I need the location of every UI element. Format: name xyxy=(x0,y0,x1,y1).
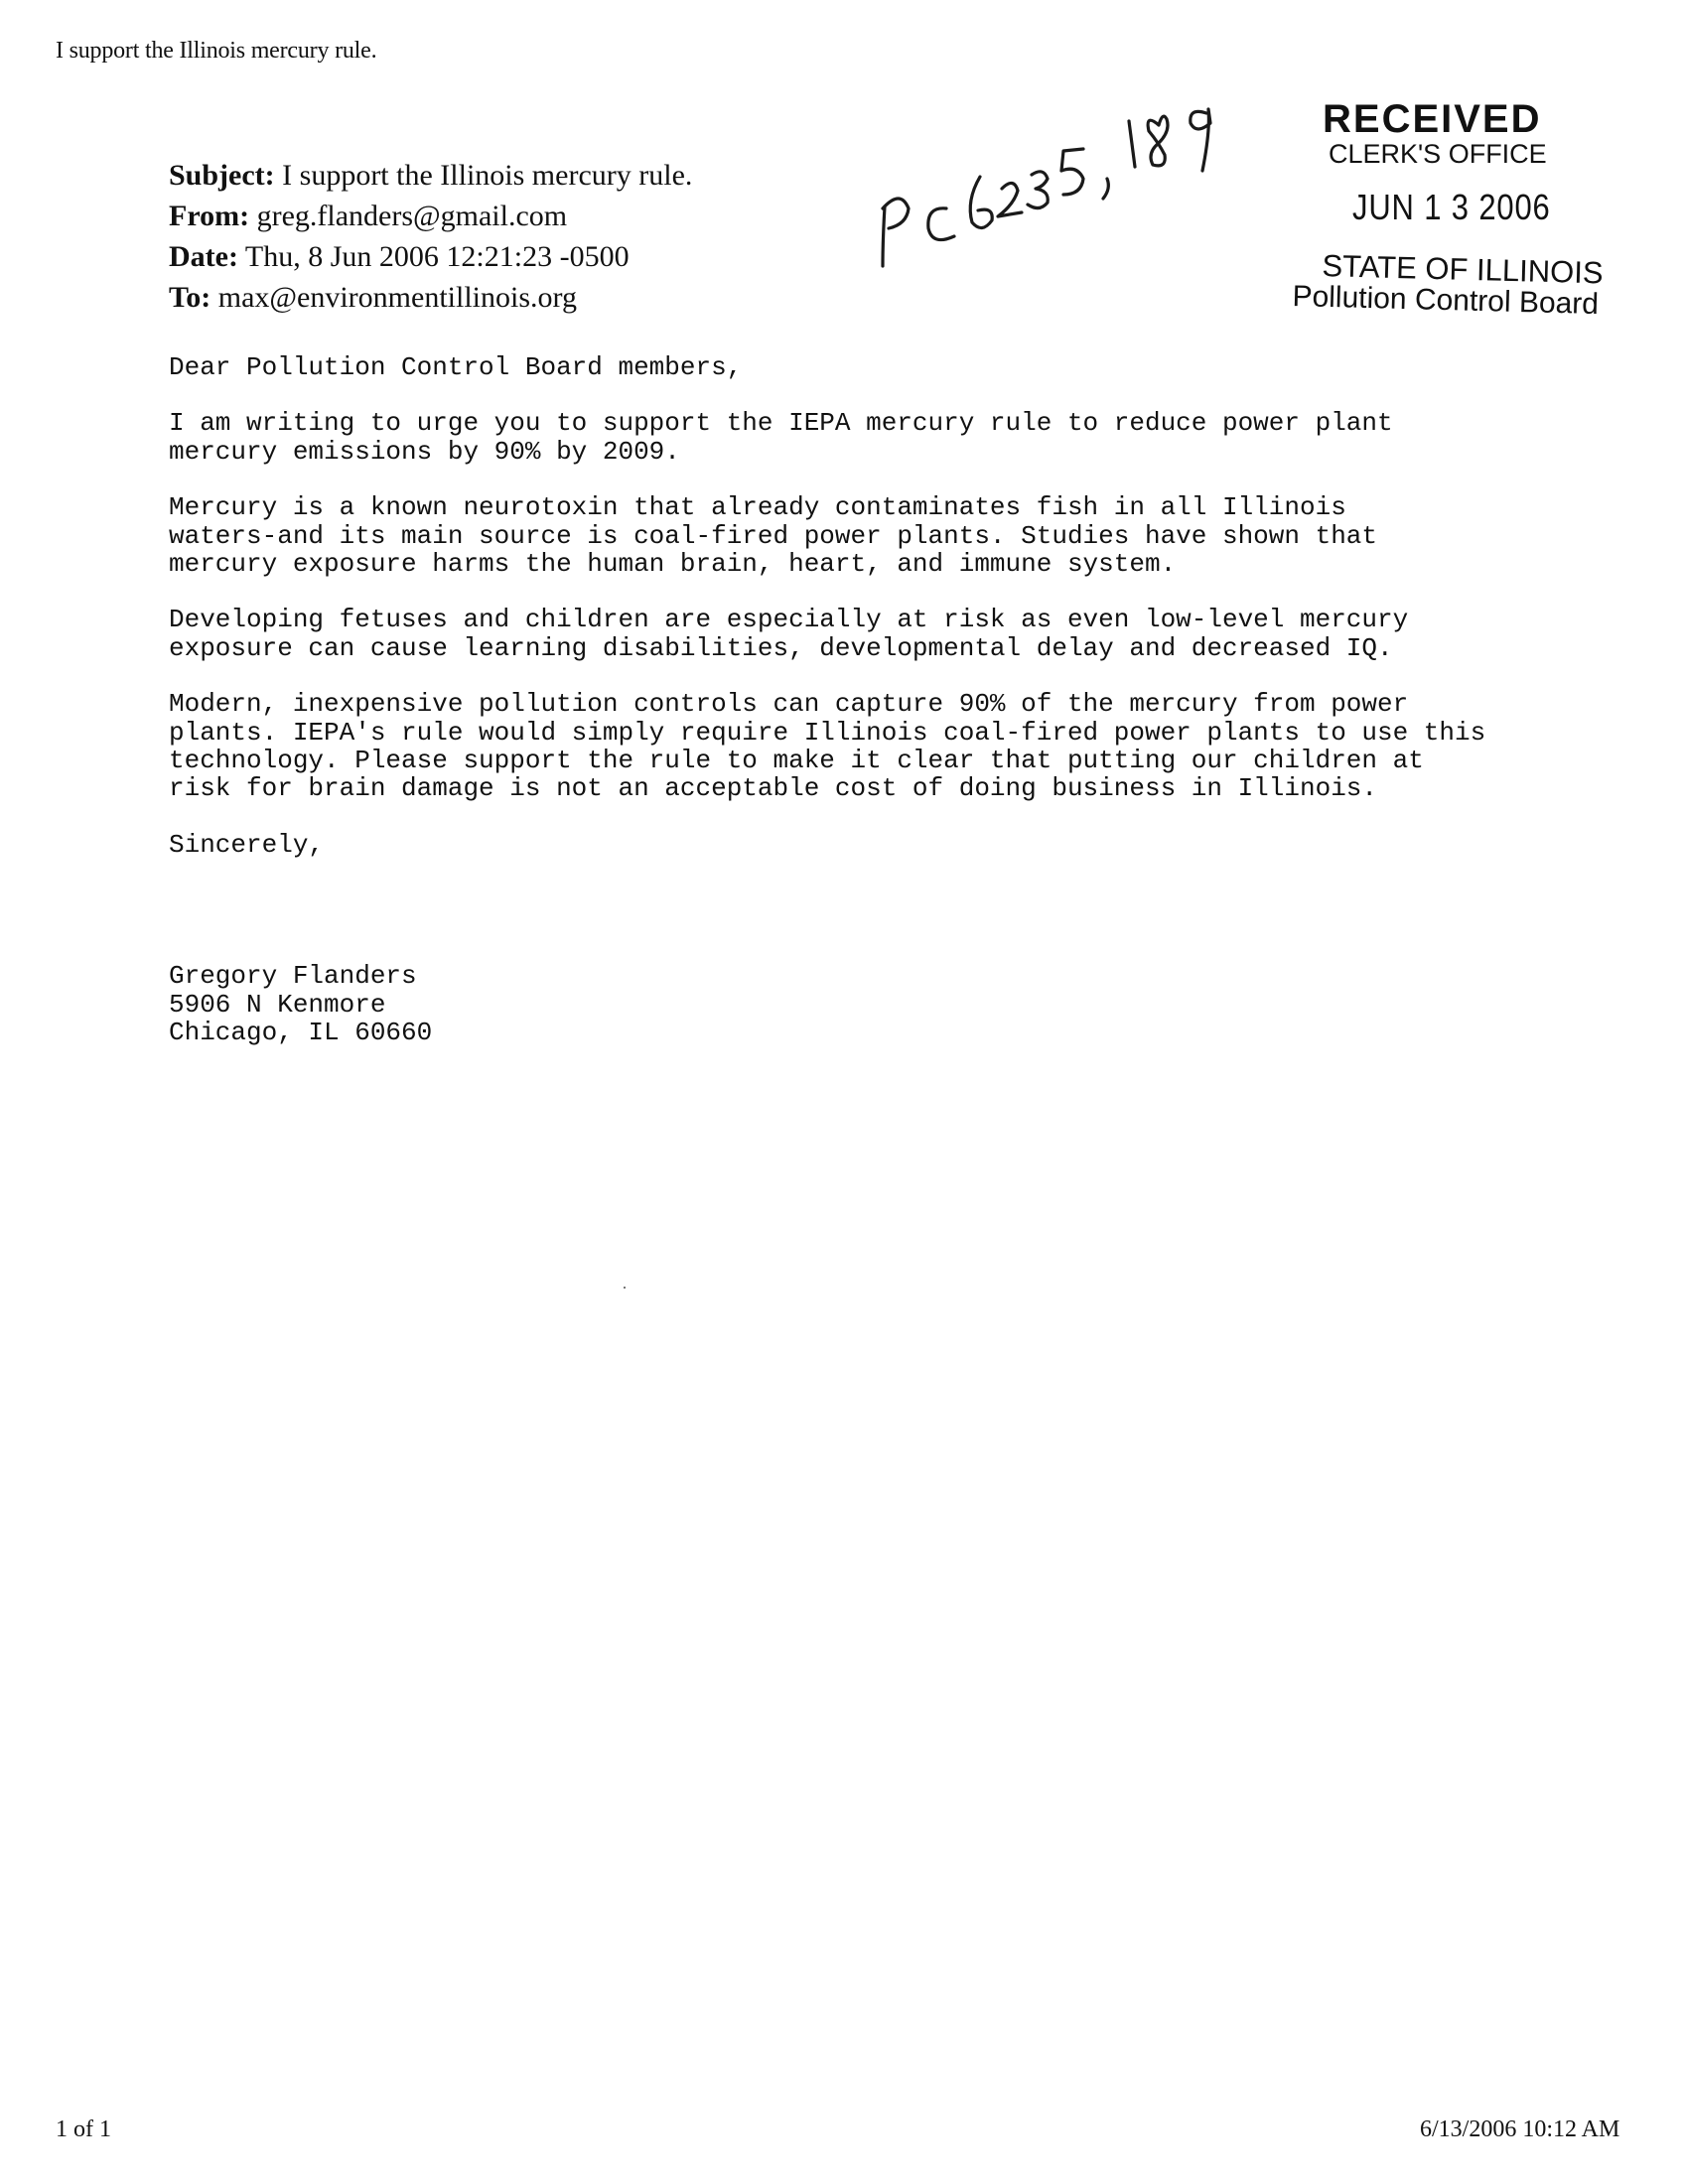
letter-body xyxy=(169,353,1599,1047)
to-label: To: xyxy=(169,281,211,314)
salutation: Dear Pollution Control Board members, xyxy=(169,352,743,382)
stamp-board: Pollution Control Board xyxy=(1292,280,1600,322)
signature-space xyxy=(169,887,1599,962)
to-row xyxy=(169,277,692,318)
paragraph-1: I am writing to urge you to support the IEPA mercury rule to reduce power plant mercury emissions by 90% by 2009. xyxy=(169,408,1393,467)
date-label: Date: xyxy=(169,240,238,273)
stamp-state: STATE OF ILLINOIS xyxy=(1322,248,1604,291)
stamp-office: CLERK'S OFFICE xyxy=(1329,139,1547,169)
page-header: I support the Illinois mercury rule. xyxy=(56,38,377,64)
paragraph-4: Modern, inexpensive pollution controls can capture 90% of the mercury from power plants. IEPA's rule would simply require Illinois coal-fired power plants to use this technology. Please support the rule to make it clear that putting our children at risk for brain damage is not an acceptable cost of doing business in Illinois. xyxy=(169,689,1486,804)
stamp-received: RECEIVED xyxy=(1323,97,1542,141)
subject-label: Subject: xyxy=(169,159,275,192)
date-row xyxy=(169,236,692,277)
address-line-2: Chicago, IL 60660 xyxy=(169,1018,433,1048)
subject-value: I support the Illinois mercury rule. xyxy=(274,159,693,192)
from-value: greg.flanders@gmail.com xyxy=(249,200,568,232)
handwritten-note xyxy=(869,91,1246,290)
paragraph-3: Developing fetuses and children are especially at risk as even low-level mercury exposure can cause learning disabilities, developmental delay and decreased IQ. xyxy=(169,605,1409,663)
from-label: From: xyxy=(169,200,250,232)
date-value: Thu, 8 Jun 2006 12:21:23 -0500 xyxy=(237,240,630,273)
received-stamp xyxy=(1281,97,1618,326)
scan-speck xyxy=(624,1287,626,1289)
stamp-date: JUN 1 3 2006 xyxy=(1352,187,1551,227)
paragraph-2: Mercury is a known neurotoxin that already contaminates fish in all Illinois waters-and its main source is coal-fired power plants. Studies have shown that mercury exposure harms the human brain, heart, and immune system. xyxy=(169,492,1377,580)
footer-page-number: 1 of 1 xyxy=(56,2116,111,2142)
closing: Sincerely, xyxy=(169,829,325,860)
subject-row xyxy=(169,155,692,196)
footer-timestamp: 6/13/2006 10:12 AM xyxy=(1420,2116,1620,2142)
address-line-1: 5906 N Kenmore xyxy=(169,989,386,1020)
from-row xyxy=(169,196,692,236)
email-header-block xyxy=(169,155,692,318)
signature-name: Gregory Flanders xyxy=(169,961,417,992)
to-value: max@environmentillinois.org xyxy=(210,281,577,314)
